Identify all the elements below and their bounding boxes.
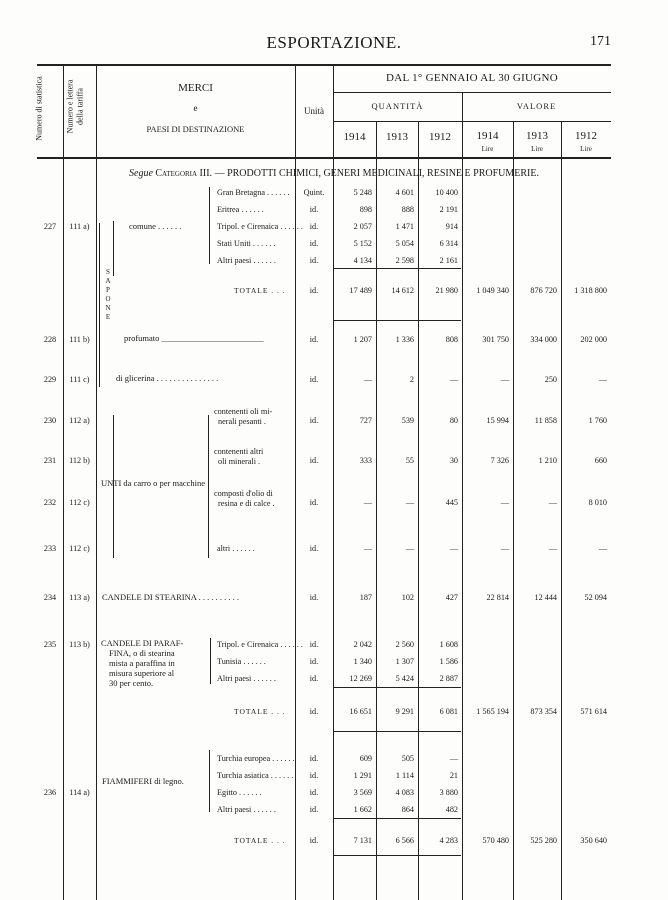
row-tariff-number: 112 c) [69, 498, 90, 507]
year-v-1912: 1912 [575, 130, 597, 142]
label-fiammiferi-name: FIAMMIFERI [102, 776, 153, 786]
row-quantity-1912: 10 400 [435, 188, 458, 197]
row-value-1914: 570 480 [482, 836, 509, 845]
row-tariff-number: 111 a) [69, 222, 90, 231]
row-value-1912: — [598, 375, 607, 384]
row-unit: id. [309, 335, 319, 344]
row-quantity-1914: — [363, 375, 372, 384]
row-destination: Altri paesi . . . . . . [217, 674, 276, 683]
row-stat-number: 232 [43, 498, 57, 507]
row-tariff-number: 112 c) [69, 544, 90, 553]
row-quantity-1912: 6 314 [439, 239, 458, 248]
row-quantity-1912: 30 [449, 456, 458, 465]
comune-bracket [113, 221, 114, 276]
row-quantity-1913: 5 424 [395, 674, 414, 683]
row-quantity-1913: 4 083 [395, 788, 414, 797]
row-quantity-1914: 1 340 [353, 657, 372, 666]
lire-1913: Lire [531, 145, 543, 153]
sapone-text: SAPONE [104, 268, 112, 322]
row-quantity-1914: — [363, 498, 372, 507]
label-profumato: profumato ________________________ [124, 333, 264, 343]
row-value-1912: 350 640 [580, 836, 607, 845]
row-quantity-1914: 333 [359, 456, 372, 465]
row-value-1912: 571 614 [580, 707, 607, 716]
row-unit: id. [309, 498, 319, 507]
row-quantity-1912: — [449, 754, 458, 763]
row-unit: Quint. [303, 188, 325, 197]
row-value-1914: 15 994 [486, 416, 509, 425]
row-quantity-1913: 505 [401, 754, 414, 763]
row-quantity-1914: 1 291 [353, 771, 372, 780]
row-quantity-1912: 914 [445, 222, 458, 231]
year-q-1914: 1914 [343, 131, 366, 143]
row-unit: id. [309, 222, 319, 231]
row-value-1912: 52 094 [584, 593, 607, 602]
paraffina-bracket [210, 638, 211, 684]
row-stat-number: 231 [43, 456, 57, 465]
row-value-1912: 1 318 800 [574, 286, 607, 295]
row-destination: composti d'olio di [214, 489, 273, 498]
row-quantity-1912: 2 191 [439, 205, 458, 214]
paraffina-line-4: misura superiore al [109, 668, 175, 678]
label-comune-text: comune [129, 221, 156, 231]
label-glicerina-text: di glicerina [116, 373, 155, 383]
row-tariff-number: 111 b) [69, 335, 90, 344]
row-stat-number: 230 [43, 416, 57, 425]
row-destination: Egitto . . . . . . [217, 788, 262, 797]
header-unita: Unità [304, 106, 324, 116]
row-tariff-number: 112 b) [69, 456, 90, 465]
row-quantity-1913: — [405, 544, 414, 553]
row-value-1913: 873 354 [530, 707, 557, 716]
row-value-1912: 202 000 [580, 335, 607, 344]
row-quantity-1913: 4 601 [395, 188, 414, 197]
row-value-1913: 12 444 [534, 593, 557, 602]
row-quantity-1913: 55 [405, 456, 414, 465]
row-quantity-1912: 6 081 [439, 707, 458, 716]
header-e: e [193, 103, 198, 113]
row-quantity-1912: 1 608 [439, 640, 458, 649]
row-destination: Turchia europea . . . . . . [217, 754, 295, 763]
col-sep-8 [513, 122, 514, 900]
row-destination: contenenti oli mi- [214, 407, 273, 416]
row-quantity-1913: 864 [401, 805, 414, 814]
header-bottom-rule [37, 157, 611, 159]
row-destination: Altri paesi . . . . . . [217, 256, 276, 265]
row-destination: Tunisia . . . . . . [217, 657, 266, 666]
row-quantity-1913: 2 [409, 375, 414, 384]
row-unit: id. [309, 593, 319, 602]
row-unit: id. [309, 707, 319, 716]
row-unit: id. [309, 640, 319, 649]
row-quantity-1914: 4 134 [353, 256, 372, 265]
header-col-tariffa-2: della tariffa [75, 88, 85, 125]
row-value-1913: 11 858 [534, 416, 557, 425]
fiammiferi-bracket [209, 750, 210, 812]
section-heading [0, 168, 668, 179]
section-title: — PRODOTTI CHIMICI, GENERI MEDICINALI, RESINE E PROFUMERIE. [214, 168, 539, 179]
row-unit: id. [309, 788, 319, 797]
row-unit: id. [309, 805, 319, 814]
row-destination: Eritrea . . . . . . [217, 205, 264, 214]
row-value-1913: 1 210 [538, 456, 557, 465]
label-fiammiferi [102, 776, 184, 786]
sapone-bracket [99, 223, 100, 387]
row-quantity-1912: 2 161 [439, 256, 458, 265]
paraffina-line-3: mista a paraffina in [109, 658, 175, 668]
row-tariff-number: 113 a) [69, 593, 90, 602]
label-fiammiferi-rest: di legno. [154, 776, 184, 786]
row-destination: Stati Uniti . . . . . . [217, 239, 276, 248]
row-unit: id. [309, 544, 319, 553]
row-value-1913: 334 000 [530, 335, 557, 344]
row-quantity-1912: 445 [445, 498, 458, 507]
row-destination: altri . . . . . . [217, 544, 255, 553]
row-quantity-1912: 2 887 [439, 674, 458, 683]
row-destination: Tripol. e Cirenaica . . . . . . [217, 640, 303, 649]
row-quantity-1914: 16 651 [349, 707, 372, 716]
header-col-tariffa-1: Numero e lettera [65, 79, 75, 134]
paraffina-total-rule-2 [334, 731, 461, 732]
row-value-1912: — [598, 544, 607, 553]
row-quantity-1912: 21 980 [435, 286, 458, 295]
row-value-1912: 660 [594, 456, 607, 465]
label-unti: UNTI da carro o per macchine [101, 478, 206, 488]
header-merci: MERCI [178, 82, 213, 94]
row-stat-number: 236 [43, 788, 57, 797]
row-quantity-1913: 539 [401, 416, 414, 425]
row-quantity-1914: 2 057 [353, 222, 372, 231]
row-quantity-1912: 4 283 [439, 836, 458, 845]
row-quantity-1912: 427 [445, 593, 458, 602]
row-quantity-1914: 1 662 [353, 805, 372, 814]
row-quantity-1913: 1 307 [395, 657, 414, 666]
row-quantity-1913: 6 566 [395, 836, 414, 845]
sapone-label [104, 268, 114, 328]
label-candele-paraffina [101, 638, 183, 688]
row-quantity-1913: 2 560 [395, 640, 414, 649]
paraffina-total-rule [334, 687, 461, 688]
row-quantity-1914: 17 489 [349, 286, 372, 295]
row-destination: Turchia asiatica . . . . . . [217, 771, 294, 780]
sapone-total-rule [334, 268, 461, 269]
row-value-1913: — [548, 498, 557, 507]
row-unit: id. [309, 657, 319, 666]
row-destination-line-2: resina e di calce . [218, 499, 275, 508]
year-q-1913: 1913 [386, 131, 408, 143]
label-glicerina: di glicerina . . . . . . . . . . . . . . . [116, 373, 219, 383]
fiammiferi-total-rule [334, 818, 461, 819]
row-value-1913: 525 280 [530, 836, 557, 845]
header-valore: VALORE [516, 101, 557, 111]
header-period: DAL 1° GENNAIO AL 30 GIUGNO [385, 72, 559, 84]
col-sep-1 [63, 65, 64, 900]
row-value-1913: 250 [544, 375, 557, 384]
col-sep-7 [462, 93, 463, 900]
row-destination: Altri paesi . . . . . . [217, 805, 276, 814]
paraffina-line-5: 30 per cento. [109, 678, 154, 688]
row-quantity-1912: 1 586 [439, 657, 458, 666]
row-quantity-1913: 888 [401, 205, 414, 214]
row-quantity-1913: 1 114 [395, 771, 414, 780]
col-sep-9 [561, 122, 562, 900]
page-title: ESPORTAZIONE. [266, 33, 402, 52]
row-unit: id. [309, 205, 319, 214]
row-destination: Gran Bretagna . . . . . . [217, 188, 290, 197]
label-profumato-text: profumato [124, 333, 160, 343]
row-quantity-1914: 12 269 [349, 674, 372, 683]
row-quantity-1914: 5 152 [353, 239, 372, 248]
label-candele-stearina-text: CANDELE DI STEARINA [102, 592, 197, 602]
row-stat-number: 227 [43, 222, 57, 231]
row-destination: contenenti altri [214, 447, 264, 456]
section-segue: Segue [129, 168, 153, 179]
row-value-1914: 7 326 [490, 456, 509, 465]
page-number: 171 [590, 34, 611, 49]
row-value-1914: 1 565 194 [476, 707, 509, 716]
paraffina-line-1: CANDELE DI PARAF- [101, 638, 184, 648]
comune-dest-bracket [209, 187, 210, 264]
row-tariff-number: 113 b) [69, 640, 90, 649]
row-unit: id. [309, 239, 319, 248]
row-quantity-1913: 5 054 [395, 239, 414, 248]
row-unit: id. [309, 674, 319, 683]
lire-1914: Lire [481, 145, 494, 153]
row-total-label: TOTALE . . . [234, 286, 286, 295]
row-quantity-1914: 5 248 [353, 188, 372, 197]
year-q-1912: 1912 [429, 131, 451, 143]
row-value-1914: — [500, 544, 509, 553]
header-top-rule [37, 64, 611, 66]
row-quantity-1913: 1 471 [395, 222, 414, 231]
row-stat-number: 234 [43, 593, 57, 602]
lire-1912: Lire [580, 145, 592, 153]
header-col-statistica: Numero di statistica [34, 76, 44, 141]
row-quantity-1912: 482 [445, 805, 458, 814]
row-quantity-1913: — [405, 498, 414, 507]
row-quantity-1912: 80 [449, 416, 458, 425]
row-quantity-1912: — [449, 544, 458, 553]
row-total-label: TOTALE . . . [234, 707, 286, 716]
row-quantity-1914: 898 [359, 205, 372, 214]
row-unit: id. [309, 286, 319, 295]
row-tariff-number: 112 a) [69, 416, 90, 425]
row-unit: id. [309, 456, 319, 465]
row-quantity-1914: 187 [359, 593, 372, 602]
row-destination-line-2: oli minerali . [218, 457, 261, 466]
row-quantity-1914: 1 207 [353, 335, 372, 344]
row-stat-number: 228 [43, 335, 57, 344]
row-unit: id. [309, 754, 319, 763]
row-quantity-1912: 3 880 [439, 788, 458, 797]
row-unit: id. [309, 771, 319, 780]
row-unit: id. [309, 375, 319, 384]
header-paesi: PAESI DI DESTINAZIONE [146, 124, 245, 134]
row-unit: id. [309, 836, 319, 845]
year-v-1913: 1913 [526, 130, 548, 142]
row-value-1913: — [548, 544, 557, 553]
header-quantita: QUANTITÀ [371, 101, 424, 111]
row-unit: id. [309, 256, 319, 265]
row-quantity-1914: 3 569 [353, 788, 372, 797]
row-stat-number: 233 [43, 544, 57, 553]
row-value-1912: 1 760 [588, 416, 607, 425]
label-comune: comune . . . . . . [129, 221, 182, 231]
row-tariff-number: 111 c) [69, 375, 90, 384]
row-value-1912: 8 010 [588, 498, 607, 507]
row-quantity-1913: 9 291 [395, 707, 414, 716]
sapone-total-rule-2 [334, 320, 461, 321]
row-value-1913: 876 720 [530, 286, 557, 295]
period-rule [333, 92, 611, 93]
row-quantity-1914: 609 [359, 754, 372, 763]
row-value-1914: — [500, 375, 509, 384]
row-value-1914: — [500, 498, 509, 507]
row-value-1914: 301 750 [482, 335, 509, 344]
row-destination: Tripol. e Cirenaica . . . . . . [217, 222, 303, 231]
row-quantity-1914: 727 [359, 416, 372, 425]
row-quantity-1913: 1 336 [395, 335, 414, 344]
row-tariff-number: 114 a) [69, 788, 90, 797]
row-quantity-1912: 21 [449, 771, 458, 780]
subheader-rule [333, 121, 611, 122]
row-quantity-1914: 2 042 [353, 640, 372, 649]
row-quantity-1913: 14 612 [391, 286, 414, 295]
col-sep-2 [96, 65, 97, 900]
row-unit: id. [309, 416, 319, 425]
row-quantity-1912: 808 [445, 335, 458, 344]
row-total-label: TOTALE . . . [234, 836, 286, 845]
row-value-1914: 1 049 340 [476, 286, 509, 295]
row-stat-number: 229 [43, 375, 57, 384]
row-quantity-1913: 102 [401, 593, 414, 602]
fiammiferi-total-rule-2 [334, 855, 461, 856]
label-candele-stearina: CANDELE DI STEARINA . . . . . . . . . . [102, 592, 239, 602]
row-value-1914: 22 814 [486, 593, 509, 602]
row-quantity-1913: 2 598 [395, 256, 414, 265]
row-quantity-1914: — [363, 544, 372, 553]
row-quantity-1914: 7 131 [353, 836, 372, 845]
row-destination-line-2: nerali pesanti . [218, 417, 266, 426]
year-v-1914: 1914 [476, 130, 499, 142]
row-quantity-1912: — [449, 375, 458, 384]
row-stat-number: 235 [43, 640, 57, 649]
section-categoria: Categoria III. [155, 168, 213, 179]
paraffina-line-2: FINA, o di stearina [109, 648, 175, 658]
